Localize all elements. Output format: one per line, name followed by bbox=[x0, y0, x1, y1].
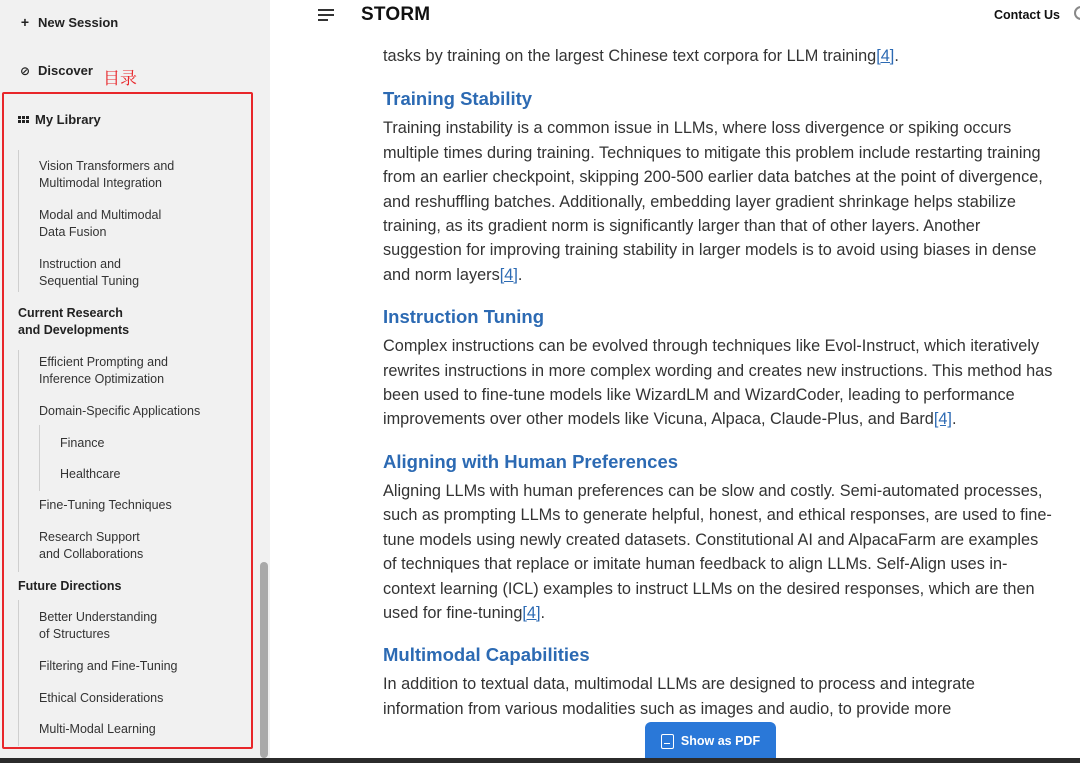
toc-item-label: Multimodal Integration bbox=[39, 176, 162, 190]
citation-link[interactable]: [4] bbox=[876, 47, 895, 65]
toc-item-label: Vision Transformers and bbox=[39, 159, 175, 173]
paragraph-text: Complex instructions can be evolved through techniques like Evol-Instruct, which iteratively rewrites instructions in more complex wording and creates new instructions. This method has been used to fine-tune models like WizardLM and WizardCoder, leading to performance improvements over other models like Vicuna, Alpaca, Claude-Plus, and Bard bbox=[383, 337, 1053, 429]
article-content bbox=[383, 44, 1053, 740]
toc-item-label: Current Research bbox=[18, 306, 123, 320]
compass-icon: ⊘ bbox=[19, 63, 31, 78]
grid-icon bbox=[18, 116, 30, 123]
section-heading: Training Stability bbox=[383, 88, 533, 110]
paragraph-text: In addition to textual data, multimodal LLMs are designed to process and integrate information from various modalities such as images and audio, to provide more bbox=[383, 675, 975, 718]
toc-item[interactable] bbox=[39, 609, 157, 643]
citation-link[interactable]: [4] bbox=[522, 603, 541, 622]
paragraph-end: . bbox=[517, 265, 523, 284]
toc-guide-line bbox=[18, 600, 19, 746]
section-heading: Multimodal Capabilities bbox=[383, 644, 590, 666]
article-paragraph bbox=[383, 116, 1053, 287]
toc-item-label: Modal and Multimodal bbox=[39, 208, 162, 222]
citation-link[interactable]: [4] bbox=[499, 265, 518, 284]
table-of-contents bbox=[0, 150, 252, 746]
paragraph-text: Aligning LLMs with human preferences can be slow and costly. Semi-automated processes, such as prompting LLMs to generate helpful, honest, and ethical responses, are used to fine-tune models using newly created datasets. Constitutional AI and AlpacaFarm are examples of techniques that replace or imitate human feedback to align LLMs. Self-Align uses in-context learning (ICL) examples to instruct LLMs on the desired responses, which are then used for fine-tuning bbox=[383, 481, 1052, 622]
toc-item-label: Data Fusion bbox=[39, 225, 107, 239]
toc-item[interactable] bbox=[39, 658, 178, 675]
toc-item[interactable] bbox=[60, 466, 120, 483]
toc-item-label: Efficient Prompting and bbox=[39, 355, 169, 369]
toc-guide-line bbox=[18, 350, 19, 572]
show-as-pdf-button[interactable] bbox=[645, 722, 776, 760]
toc-item[interactable] bbox=[39, 354, 168, 388]
toc-item[interactable] bbox=[39, 529, 143, 563]
toc-item[interactable] bbox=[39, 403, 200, 420]
contact-us-link[interactable]: Contact Us bbox=[994, 8, 1060, 22]
citation-link[interactable]: [4] bbox=[933, 410, 952, 429]
toc-item-label: Filtering and Fine-Tuning bbox=[39, 659, 178, 673]
toc-item-label: Future Directions bbox=[18, 579, 122, 593]
toc-item[interactable] bbox=[39, 497, 172, 514]
sidebar-scrollbar[interactable] bbox=[260, 562, 268, 758]
toc-item-label: and Developments bbox=[18, 323, 130, 337]
paragraph-end: . bbox=[951, 410, 957, 429]
discover-button[interactable] bbox=[18, 63, 93, 78]
plus-icon: + bbox=[20, 14, 30, 30]
toc-item[interactable] bbox=[39, 158, 174, 192]
toc-item[interactable] bbox=[18, 305, 129, 339]
toc-item[interactable] bbox=[39, 690, 163, 707]
toc-guide-line bbox=[39, 425, 40, 491]
toc-annotation: 目录 bbox=[103, 69, 137, 89]
hamburger-icon[interactable] bbox=[318, 6, 334, 24]
my-library-button[interactable] bbox=[18, 112, 101, 127]
new-session-label: New Session bbox=[38, 14, 119, 30]
toc-item-label: Better Understanding bbox=[39, 610, 158, 624]
section-heading: Instruction Tuning bbox=[383, 306, 544, 328]
toc-item-label: Multi-Modal Learning bbox=[39, 722, 156, 736]
toc-item-label: Fine-Tuning Techniques bbox=[39, 498, 172, 512]
paragraph-text: Training instability is a common issue in LLMs, where loss divergence or spiking occurs multiple times during training. Techniques to mitigate this problem include restarting training from an earlier checkpoint, skipping 200-500 earlier data batches at the point of divergence, and reshuffling batches. Additionally, embedding layer gradient shrinkage helps stabilize training, as its gradient norm is significantly larger than that of other layers. Another suggestion for improving training stability in larger models is to avoid using biases in dense and norm layers bbox=[383, 119, 1043, 284]
toc-item[interactable] bbox=[18, 578, 122, 595]
paragraph-end: . bbox=[540, 603, 546, 622]
toc-item-label: Domain-Specific Applications bbox=[39, 404, 201, 418]
toc-item[interactable] bbox=[39, 256, 139, 290]
discover-label: Discover bbox=[38, 63, 93, 78]
toc-item[interactable] bbox=[60, 435, 104, 452]
partial-icon bbox=[1074, 6, 1080, 20]
sidebar bbox=[0, 0, 270, 763]
my-library-label: My Library bbox=[35, 112, 101, 127]
toc-item-label: Finance bbox=[60, 436, 105, 450]
paragraph-end: . bbox=[894, 47, 899, 65]
toc-item-label: of Structures bbox=[39, 627, 110, 641]
toc-item[interactable] bbox=[39, 721, 156, 738]
window-bottom-edge bbox=[0, 758, 1080, 763]
toc-item-label: Ethical Considerations bbox=[39, 691, 164, 705]
brand-title: STORM bbox=[361, 4, 431, 25]
article-paragraph bbox=[383, 44, 1053, 68]
article-paragraph bbox=[383, 334, 1053, 432]
section-heading: Aligning with Human Preferences bbox=[383, 450, 679, 472]
article-paragraph bbox=[383, 479, 1053, 625]
new-session-button[interactable] bbox=[18, 14, 118, 30]
pdf-file-icon bbox=[661, 734, 674, 749]
toc-guide-line bbox=[18, 150, 19, 292]
toc-item-label: Research Support bbox=[39, 530, 140, 544]
toc-item-label: Instruction and bbox=[39, 257, 121, 271]
article-paragraph bbox=[383, 672, 1053, 721]
toc-item-label: Healthcare bbox=[60, 467, 121, 481]
show-as-pdf-label: Show as PDF bbox=[680, 734, 761, 748]
toc-item-label: Sequential Tuning bbox=[39, 274, 140, 288]
toc-item[interactable] bbox=[39, 207, 161, 241]
toc-item-label: and Collaborations bbox=[39, 547, 144, 561]
toc-item-label: Inference Optimization bbox=[39, 372, 165, 386]
paragraph-text: tasks by training on the largest Chinese text corpora for LLM training bbox=[383, 47, 877, 65]
